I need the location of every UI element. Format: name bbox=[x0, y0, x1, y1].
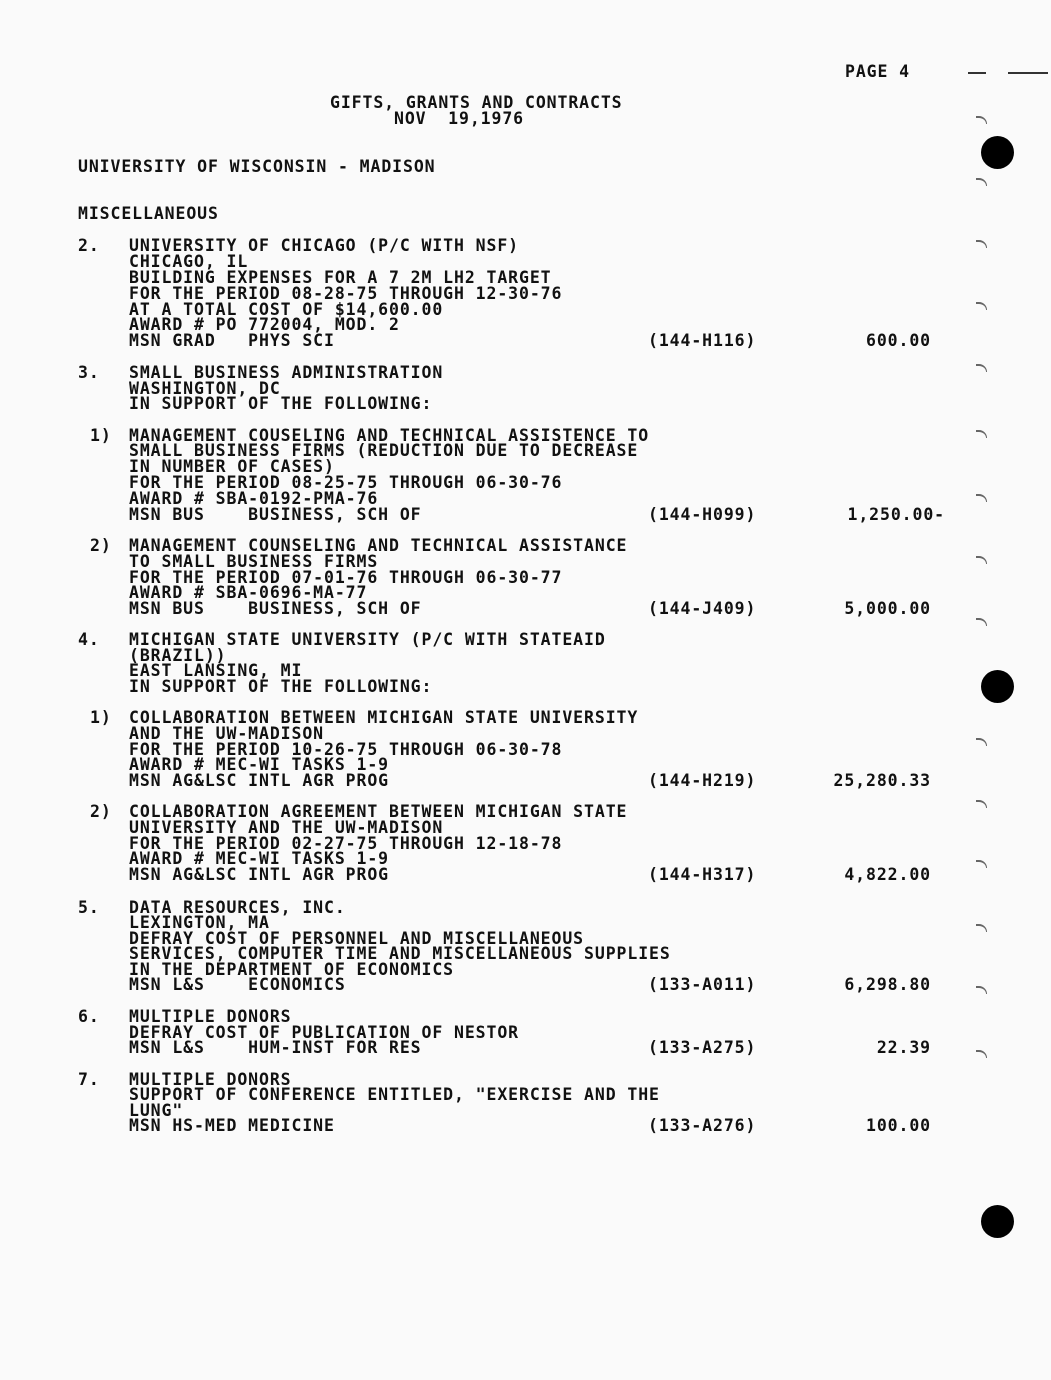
entry-line: FOR THE PERIOD 08-25-75 THROUGH 06-30-76 bbox=[129, 473, 563, 492]
edge-mark bbox=[976, 860, 987, 868]
edge-mark bbox=[976, 618, 987, 626]
account-code: (133-A011) bbox=[648, 975, 757, 994]
entry-line: MANAGEMENT COUSELING AND TECHNICAL ASSISTENCE TO bbox=[129, 426, 650, 445]
account-code: (133-A275) bbox=[648, 1038, 757, 1057]
entry-line: LEXINGTON, MA bbox=[129, 913, 270, 932]
punch-hole bbox=[981, 136, 1014, 169]
entry-line: DEFRAY COST OF PERSONNEL AND MISCELLANEOUS bbox=[129, 929, 585, 948]
page-number: PAGE 4 bbox=[845, 62, 911, 81]
entry-line: FOR THE PERIOD 02-27-75 THROUGH 12-18-78 bbox=[129, 834, 563, 853]
edge-mark bbox=[976, 738, 987, 746]
section-heading: MISCELLANEOUS bbox=[78, 204, 219, 223]
entry-line: SMALL BUSINESS FIRMS (REDUCTION DUE TO DECREASE bbox=[129, 441, 639, 460]
entry-line: MULTIPLE DONORS bbox=[129, 1007, 292, 1026]
entry-number: 3. bbox=[78, 363, 100, 382]
sub-entry-number: 2) bbox=[90, 536, 112, 555]
entry-line: MSN L&S HUM-INST FOR RES bbox=[129, 1038, 422, 1057]
entry-line: IN SUPPORT OF THE FOLLOWING: bbox=[129, 677, 433, 696]
entry-line: IN THE DEPARTMENT OF ECONOMICS bbox=[129, 960, 455, 979]
punch-hole bbox=[981, 1205, 1014, 1238]
entry-line: BUILDING EXPENSES FOR A 7 2M LH2 TARGET bbox=[129, 268, 552, 287]
entry-line: DEFRAY COST OF PUBLICATION OF NESTOR bbox=[129, 1023, 520, 1042]
account-code: (144-H116) bbox=[648, 331, 757, 350]
amount: 25,280.33 bbox=[833, 771, 931, 790]
entry-line: FOR THE PERIOD 07-01-76 THROUGH 06-30-77 bbox=[129, 568, 563, 587]
entry-line: AT A TOTAL COST OF $14,600.00 bbox=[129, 300, 444, 319]
edge-mark bbox=[1008, 72, 1048, 74]
entry-line: AWARD # MEC-WI TASKS 1-9 bbox=[129, 849, 390, 868]
amount: 100.00 bbox=[865, 1116, 931, 1135]
edge-mark bbox=[976, 116, 987, 124]
document-title: GIFTS, GRANTS AND CONTRACTS bbox=[330, 93, 623, 112]
entry-line: SERVICES, COMPUTER TIME AND MISCELLANEOUS SUPPLIES bbox=[129, 944, 671, 963]
entry-line: AWARD # SBA-0696-MA-77 bbox=[129, 583, 368, 602]
edge-mark bbox=[976, 302, 987, 310]
entry-line: AWARD # SBA-0192-PMA-76 bbox=[129, 489, 379, 508]
edge-mark bbox=[976, 494, 987, 502]
entry-line: MICHIGAN STATE UNIVERSITY (P/C WITH STATEAID bbox=[129, 630, 606, 649]
amount: 5,000.00 bbox=[844, 599, 931, 618]
institution-heading: UNIVERSITY OF WISCONSIN - MADISON bbox=[78, 157, 436, 176]
entry-line: MSN GRAD PHYS SCI bbox=[129, 331, 335, 350]
punch-hole bbox=[981, 670, 1014, 703]
entry-line: UNIVERSITY OF CHICAGO (P/C WITH NSF) bbox=[129, 236, 520, 255]
amount: 600.00 bbox=[865, 331, 931, 350]
edge-mark bbox=[976, 178, 987, 186]
entry-line: WASHINGTON, DC bbox=[129, 379, 281, 398]
entry-line: LUNG" bbox=[129, 1101, 184, 1120]
sub-entry-number: 1) bbox=[90, 426, 112, 445]
account-code: (133-A276) bbox=[648, 1116, 757, 1135]
sub-entry-number: 1) bbox=[90, 708, 112, 727]
entry-line: AND THE UW-MADISON bbox=[129, 724, 325, 743]
entry-line: SMALL BUSINESS ADMINISTRATION bbox=[129, 363, 444, 382]
entry-line: SUPPORT OF CONFERENCE ENTITLED, "EXERCISE AND THE bbox=[129, 1085, 660, 1104]
amount: 6,298.80 bbox=[844, 975, 931, 994]
amount: 1,250.00- bbox=[847, 505, 945, 524]
entry-line: IN SUPPORT OF THE FOLLOWING: bbox=[129, 394, 433, 413]
entry-line: EAST LANSING, MI bbox=[129, 661, 303, 680]
edge-mark bbox=[976, 800, 987, 808]
entry-line: TO SMALL BUSINESS FIRMS bbox=[129, 552, 379, 571]
entry-line: FOR THE PERIOD 10-26-75 THROUGH 06-30-78 bbox=[129, 740, 563, 759]
entry-number: 4. bbox=[78, 630, 100, 649]
sub-entry-number: 2) bbox=[90, 802, 112, 821]
entry-line: FOR THE PERIOD 08-28-75 THROUGH 12-30-76 bbox=[129, 284, 563, 303]
entry-line: COLLABORATION BETWEEN MICHIGAN STATE UNIVERSITY bbox=[129, 708, 639, 727]
entry-line: AWARD # PO 772004, MOD. 2 bbox=[129, 315, 400, 334]
account-code: (144-H317) bbox=[648, 865, 757, 884]
edge-mark bbox=[976, 240, 987, 248]
edge-mark bbox=[976, 364, 987, 372]
entry-line: MULTIPLE DONORS bbox=[129, 1070, 292, 1089]
entry-line: DATA RESOURCES, INC. bbox=[129, 898, 346, 917]
edge-mark bbox=[976, 924, 987, 932]
entry-line: MSN AG&LSC INTL AGR PROG bbox=[129, 865, 390, 884]
amount: 22.39 bbox=[876, 1038, 931, 1057]
edge-mark bbox=[976, 430, 987, 438]
entry-number: 5. bbox=[78, 898, 100, 917]
entry-line: MSN HS-MED MEDICINE bbox=[129, 1116, 335, 1135]
account-code: (144-H099) bbox=[648, 505, 757, 524]
document-date: NOV 19,1976 bbox=[394, 109, 525, 128]
entry-line: MANAGEMENT COUNSELING AND TECHNICAL ASSISTANCE bbox=[129, 536, 628, 555]
account-code: (144-H219) bbox=[648, 771, 757, 790]
entry-number: 2. bbox=[78, 236, 100, 255]
entry-line: UNIVERSITY AND THE UW-MADISON bbox=[129, 818, 444, 837]
entry-number: 7. bbox=[78, 1070, 100, 1089]
edge-mark bbox=[976, 986, 987, 994]
entry-line: AWARD # MEC-WI TASKS 1-9 bbox=[129, 755, 390, 774]
edge-mark bbox=[968, 72, 986, 74]
entry-line: MSN BUS BUSINESS, SCH OF bbox=[129, 505, 422, 524]
amount: 4,822.00 bbox=[844, 865, 931, 884]
entry-line: (BRAZIL)) bbox=[129, 646, 227, 665]
entry-line: MSN L&S ECONOMICS bbox=[129, 975, 346, 994]
edge-mark bbox=[976, 556, 987, 564]
entry-line: MSN BUS BUSINESS, SCH OF bbox=[129, 599, 422, 618]
entry-line: CHICAGO, IL bbox=[129, 252, 249, 271]
account-code: (144-J409) bbox=[648, 599, 757, 618]
entry-number: 6. bbox=[78, 1007, 100, 1026]
entry-line: MSN AG&LSC INTL AGR PROG bbox=[129, 771, 390, 790]
entry-line: COLLABORATION AGREEMENT BETWEEN MICHIGAN STATE bbox=[129, 802, 628, 821]
entry-line: IN NUMBER OF CASES) bbox=[129, 457, 335, 476]
edge-mark bbox=[976, 1050, 987, 1058]
